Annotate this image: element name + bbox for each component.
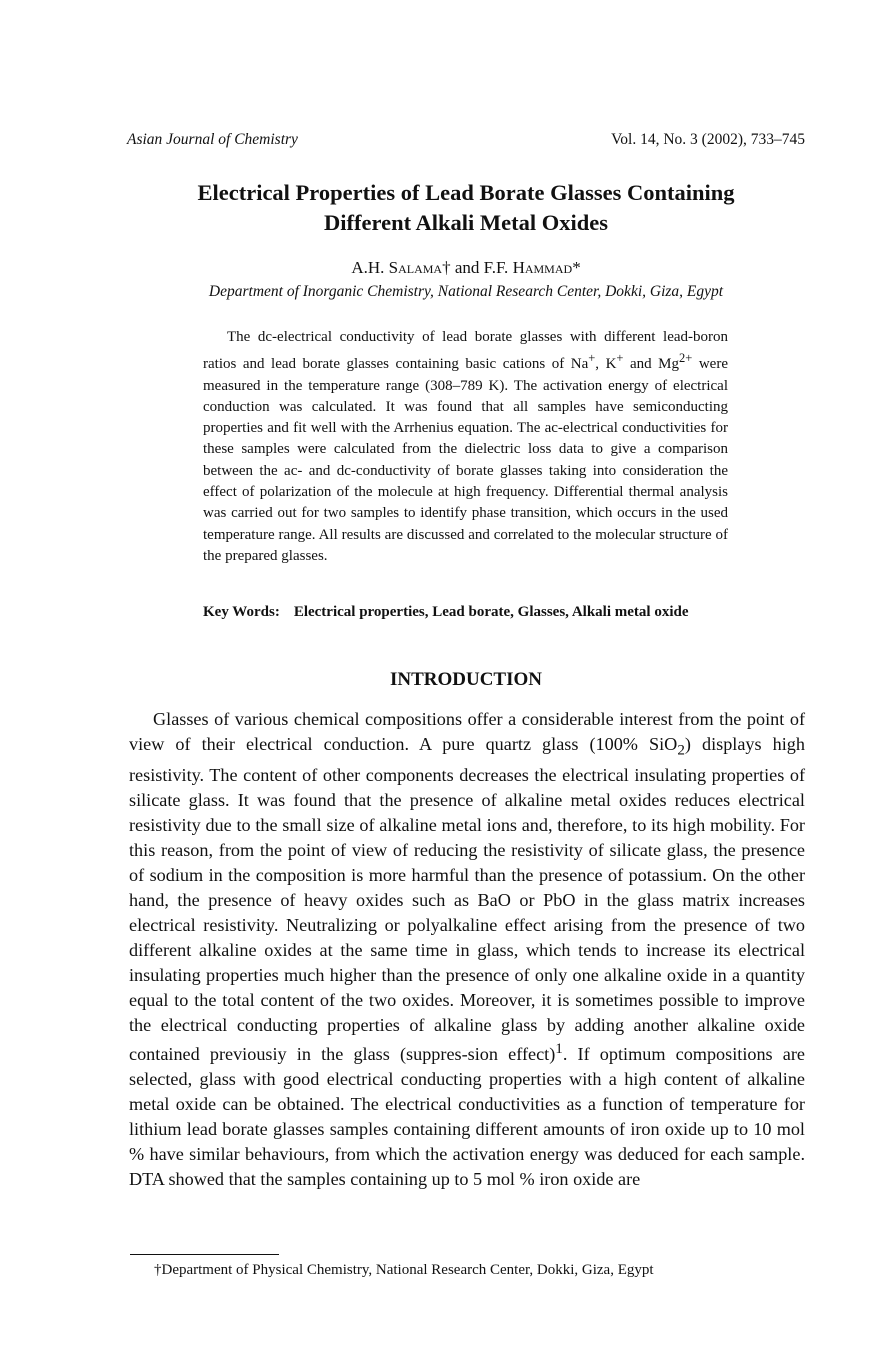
keywords-label: Key Words: [203, 604, 280, 620]
footnote: †Department of Physical Chemistry, National Research Center, Dokki, Giza, Egypt [154, 1262, 654, 1278]
intro-text-3: . If optimum compositions are selected, glass with good electrical conducting properties with a high content of alkaline metal oxide can be obtained. The electrical conductivities as a function of temperature for lithium lead borate glasses samples containing different amounts of iron oxide up to 10 mol % have similar behaviours, from which the activation energy was deduced for each sample. DTA showed that the samples containing up to 5 mol % iron oxide are [129, 1044, 805, 1190]
paper-title [110, 178, 822, 238]
title-line-1: Electrical Properties of Lead Borate Glasses Containing [197, 180, 735, 205]
author2-surname: Hammad [512, 258, 573, 277]
citation-ref-1: 1 [555, 1040, 563, 1058]
author1-surname: Salama [388, 258, 443, 277]
author1-initials: A.H. [351, 258, 389, 277]
journal-name: Asian Journal of Chemistry [127, 131, 298, 148]
title-line-2: Different Alkali Metal Oxides [324, 210, 608, 235]
authors [110, 258, 822, 278]
author1-mark: † [442, 258, 451, 277]
citation: Vol. 14, No. 3 (2002), 733–745 [611, 131, 805, 148]
intro-text-2: ) displays high resistivity. The content of other components decreases the electrical insulating properties of silicate glass. It was found that the presence of alkaline metal oxides reduces electrical resistivity due to the small size of alkaline metal ions and, therefore, to its high mobility. For this reason, from the point of view of reducing the resistivity of silicate glass, the presence of sodium in the composition is more harmful than the presence of potassium. On the other hand, the presence of heavy oxides such as BaO or PbO in the glass matrix increases electrical resistivity. Neutralizing or polyalkaline effect arising from the presence of two different alkaline oxides at the same time in glass, which tends to increase its electrical insulating properties much higher than the presence of only one alkaline oxide in a quantity equal to the total content of the two oxides. Moreover, it is sometimes possible to improve the electrical conducting properties of alkaline glass by adding another alkaline oxide contained previousiy in the glass (suppres-sion effect) [129, 733, 805, 1065]
author2-initials: F.F. [483, 258, 513, 277]
author2-mark: * [572, 258, 581, 277]
footnote-rule [130, 1254, 279, 1255]
keywords-text: Electrical properties, Lead borate, Glasses, Alkali metal oxide [293, 604, 689, 620]
intro-sub-1: 2 [677, 741, 685, 759]
abstract [203, 327, 728, 567]
running-head [127, 131, 805, 149]
abstract-text-1: The dc-electrical conductivity of lead borate glasses with different lead-boron ratios and lead borate glasses containing basic cations of Na [203, 329, 728, 373]
abstract-text-3: and Mg [623, 356, 680, 373]
author-connector: and [450, 258, 484, 277]
introduction-paragraph [129, 707, 805, 1192]
affiliation: Department of Inorganic Chemistry, National Research Center, Dokki, Giza, Egypt [208, 283, 724, 300]
keywords [203, 601, 728, 623]
abstract-text-2: , K [595, 356, 617, 373]
section-heading-introduction: INTRODUCTION [389, 669, 543, 690]
abstract-sup-3: 2+ [679, 351, 693, 366]
intro-text-1: Glasses of various chemical compositions offer a considerable interest from the point of view of their electrical conduction. A pure quartz glass (100% SiO [129, 709, 805, 754]
abstract-text-4: were measured in the temperature range (308–789 K). The activation energy of electrical conduction was calculated. It was found that all samples have semiconducting properties and fit well with the Arrhenius equation. The ac-electrical conductivities for these samples were calculated from the dielectric loss data to give a comparison between the ac- and dc-conductivity of borate glasses taking into consideration the effect of polarization of the molecule at high frequency. Differential thermal analysis was carried out for two samples to identify phase transition, which occurs in the used temperature range. All results are discussed and correlated to the molecular structure of the prepared glasses. [203, 356, 728, 564]
abstract-sup-1: + [588, 351, 596, 366]
abstract-sup-2: + [616, 351, 624, 366]
